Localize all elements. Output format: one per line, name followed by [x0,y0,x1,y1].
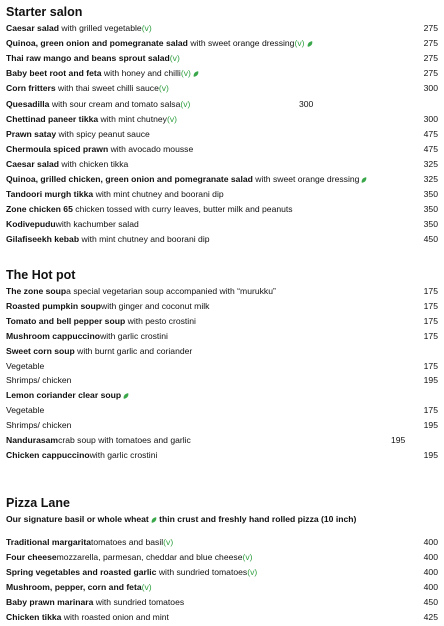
menu-item-row [6,81,444,96]
item-description: with avocado mousse [108,143,194,154]
item-description: with mint chutney [98,113,167,124]
item-description: crab soup with tomatoes and garlic [58,435,191,445]
menu-item-row [6,172,444,187]
menu-item-row [6,550,444,565]
item-name: Baby prawn marinara [6,597,94,607]
item-description: with spicy peanut sauce [56,128,150,139]
item-price: 275 [423,23,438,33]
item-price: 175 [423,315,438,326]
item-price: 450 [423,597,438,607]
item-name: Quesadilla [6,98,50,109]
menu-item-row [6,595,444,610]
item-name: Lemon coriander clear soup [6,390,122,401]
item-price: 195 [423,420,438,431]
menu-item-row [6,97,444,112]
veg-mark: (v) [180,68,191,79]
item-description: with roasted onion and mint [61,612,169,622]
item-price: 175 [423,405,438,416]
pizza-subtitle-a: Our signature basil or whole wheat [6,514,149,524]
veg-mark: (v) [294,38,305,49]
menu-item-row [6,433,444,448]
item-price: 425 [423,612,438,622]
item-description: with mint chutney and boorani dip [79,234,210,245]
item-price: 275 [423,53,438,64]
item-description: with sundried tomatoes [156,567,248,577]
item-description: with honey and chilli [101,68,181,79]
pizza-subtitle [6,514,356,524]
item-description: Vegetable [6,360,45,371]
veg-mark: (v) [166,113,177,124]
menu-item-row [6,314,444,329]
item-price: 350 [423,189,438,200]
item-description: with pesto crostini [125,315,196,326]
item-price: 300 [423,113,438,124]
menu-item-row [6,580,444,595]
leaf-icon [306,41,313,47]
item-description: with thai sweet chilli sauce [55,83,159,94]
item-price: 195 [423,375,438,386]
item-name: Tandoori murgh tikka [6,189,94,200]
item-price: 300 [299,98,314,109]
menu-item-row [6,284,444,299]
section-title-pizza: Pizza Lane [6,496,70,510]
veg-mark: (v) [158,83,169,94]
item-description: with sweet orange dressing [252,174,360,184]
menu-item-row [6,66,444,81]
menu-item-row [6,202,444,217]
item-description: with garlic crostini [89,449,158,460]
item-price: 400 [423,567,438,577]
item-name: Thai raw mango and beans sprout salad [6,53,170,64]
item-price: 300 [423,83,438,94]
item-price: 475 [423,143,438,154]
veg-mark: (v) [169,53,180,64]
item-description: Shrimps/ chicken [6,420,72,431]
item-name: Caesar salad [6,23,60,33]
item-price: 400 [423,552,438,562]
menu-item-row [6,127,444,142]
item-name: Quinoa, grilled chicken, green onion and pomegranate salad [6,174,253,184]
item-description: with burnt garlic and coriander [74,345,193,356]
menu-item-row [6,299,444,314]
item-name: Sweet corn soup [6,345,75,356]
item-price: 175 [423,330,438,341]
menu-item-row [6,535,444,550]
item-name: Chermoula spiced prawn [6,143,109,154]
menu-item-row [6,344,444,359]
item-price: 175 [423,360,438,371]
item-name: Chicken cappuccino [6,449,90,460]
menu-item-row [6,51,444,66]
menu-item-row [6,232,444,247]
item-description: Vegetable [6,405,45,416]
item-name: Quinoa, green onion and pomegranate salad [6,38,188,49]
veg-mark: (v) [163,537,174,547]
menu-item-row [6,403,444,418]
item-name: Baby beet root and feta [6,68,102,79]
item-price: 275 [423,68,438,79]
menu-item-row [6,448,444,463]
item-price: 350 [423,204,438,215]
leaf-icon [192,71,199,77]
item-description: chicken tossed with curry leaves, butter milk and peanuts [72,204,293,215]
item-price: 325 [423,158,438,169]
menu-item-row [6,359,444,374]
menu-item-row [6,36,444,51]
menu-item-row [6,373,444,388]
item-description: mozzarella, parmesan, cheddar and blue cheese [56,552,243,562]
item-name: Mushroom, pepper, corn and feta [6,582,142,592]
section-title-hot-pot: The Hot pot [6,268,76,282]
item-name: Zone chicken 65 [6,204,73,215]
item-price: 350 [423,219,438,230]
veg-mark: (v) [242,552,253,562]
menu-item-row [6,610,444,625]
item-description: with sundried tomatoes [93,597,185,607]
item-name: Chicken tikka [6,612,62,622]
item-name: Kodivepudu [6,219,56,230]
item-description: Shrimps/ chicken [6,375,72,386]
menu-item-row [6,142,444,157]
menu-item-row [6,187,444,202]
item-name: Gilafiseekh kebab [6,234,80,245]
item-price: 325 [423,174,438,184]
item-description: with garlic crostini [100,330,168,341]
item-description: with sweet orange dressing [187,38,295,49]
veg-mark: (v) [247,567,258,577]
item-price: 175 [423,286,438,296]
item-description: with chicken tikka [59,158,129,169]
leaf-icon [361,177,368,183]
item-description: tomatoes and basil [91,537,164,547]
veg-mark: (v) [141,582,152,592]
item-name: Chettinad paneer tikka [6,113,99,124]
item-price: 475 [423,128,438,139]
item-price: 195 [423,449,438,460]
menu-item-row [6,157,444,172]
leaf-icon [123,393,130,399]
item-description: with grilled vegetable [59,23,142,33]
item-name: Four cheese [6,552,57,562]
menu-item-row [6,418,444,433]
item-price: 275 [423,38,438,49]
item-description: with kachumber salad [55,219,139,230]
item-name: Tomato and bell pepper soup [6,315,126,326]
item-name: Traditional margarita [6,537,92,547]
menu-item-row [6,112,444,127]
item-name: Mushroom cappuccino [6,330,101,341]
section-title-starter: Starter salon [6,5,83,19]
menu-item-row [6,565,444,580]
item-price: 450 [423,234,438,245]
item-price: 175 [423,300,438,311]
item-name: Roasted pumpkin soup [6,300,102,311]
item-name: Corn fritters [6,83,56,94]
item-name: Prawn satay [6,128,57,139]
veg-mark: (v) [141,23,152,33]
item-description: with mint chutney and boorani dip [93,189,224,200]
item-price: 195 [391,435,406,445]
item-name: The zone soup [6,286,67,296]
item-description: with ginger and coconut milk [101,300,210,311]
item-price: 400 [423,537,438,547]
pizza-subtitle-b: thin crust and freshly hand rolled pizza (10 inch) [156,514,357,524]
item-name: Nandurasam [6,435,59,445]
item-description: a special vegetarian soup accompanied with “murukku” [66,286,276,296]
item-name: Caesar salad [6,158,60,169]
menu-item-row [6,388,444,403]
item-price: 400 [423,582,438,592]
menu-item-row [6,217,444,232]
item-name: Spring vegetables and roasted garlic [6,567,157,577]
menu-item-row [6,329,444,344]
menu-item-row [6,21,444,36]
item-description: with sour cream and tomato salsa [49,98,181,109]
veg-mark: (v) [180,98,191,109]
